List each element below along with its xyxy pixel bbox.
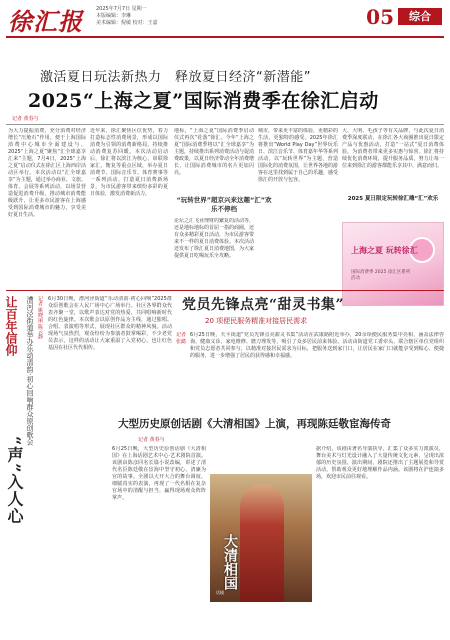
left-story-title-2: “声”入人心 [5,436,24,525]
mid-story-body: 6月25日晚，天平街道“党员先锋点亮甜灵书集”活动在武康路附近举办，20余项便民服务集中亮相，涵盖法律咨询、健康义诊、家电维修、磨刀理发等，吸引了众多居民前来体验。活动由街道党工委牵头，联合辖区单位党组织和党员志愿者共同参与，以精准对接居民需求为目标，把服务送到家门口，让居民在家门口就能享受到贴心、便捷的服务，进一步增强了居民的获得感和幸福感。 [190,332,444,359]
lead-headline: 2025“上海之夏”国际消费季在徐汇启动 [28,90,379,112]
page-number: 05 [366,5,394,29]
lead-column-4: 论坛之汇飞业理财的繁复的活动等，还是地标地标的首屈一指的商圈，还有众多精彩夏日活动，为市民游客带来不一样的夏日消费体验。本次活动还发布了徐汇夏日消费地图，为大家提供夏日吃喝玩乐全攻略。 [174,218,254,259]
event-poster [342,222,444,306]
masthead-info [96,6,158,27]
left-story-title: 让百年信仰 [4,296,18,356]
lead-box-title: 2025 夏日限定玩转徐汇嗨“汇”欢乐 [347,196,439,202]
left-story-subtitle: 漕河泾街道举办乐动清韵·初心回响群众原创歌会 [26,296,34,446]
drama-poster-figure [240,484,284,602]
drama-story-byline: 记者 黄春与 [138,437,165,443]
section-tag: 综合 [398,8,442,25]
masthead-rule [6,36,444,38]
design-line: 美术编辑：倪敏 校对：王嘉 [96,20,158,26]
lead-column-5: 城市，带来更丰富的体验，更精彩的生活，更独特的感受。2025年徐汇将推出“World Play Day”世界玩乐日、滨江音乐节、体育嘉年华等系列活动，以“玩转世界”为主题，营造国际化的消费氛围，让世界各地的游客在这里找到属于自己的乐趣，感受徐汇的开放与包容。 [258,128,338,183]
lead-column-6: 大、大明、毛孩子等有关品牌，与此次夏日消费季深度联动，在徐汇各大商圈推出夏日限定产品与优惠活动，打造“一站式”夏日消费体验，为消费者带来更多实惠与惊喜。徐汇将持续优化消费环境，提升服务品质，努力让每一位来到徐汇的游客都能乐享其中、满意而归。 [342,128,444,169]
poster-subtitle: 国际消费季 2025 徐汇区系列活动 [351,270,411,281]
left-story-byline: 记者 姚晓丽 陈云静 [37,296,43,340]
drama-poster-image [210,474,312,602]
drama-poster-title: 大清相国 [222,534,238,590]
drama-story-body: 6月25日晚，大型历史原创话剧《大清相国》在上海话剧艺术中心·艺术剧院首演。该剧由陈彦同名长篇小说改编，讲述了清代名臣陈廷敬在宦海中坚守初心、清廉为官的故事。全剧以大开大合的舞台调度、细腻真实的表演，再现了一代名相在复杂官场中的清醒与担当，赢得现场观众阵阵掌声。 [112,446,206,501]
drama-poster-credit: 话剧 [216,590,224,595]
lead-byline: 记者 黄春与 [12,116,39,122]
lead-subhead: “玩转世界”超京兴来这趣“汇”欢乐不停档 [176,196,272,213]
mid-story-byline: 记者 张懿 [176,332,186,345]
lead-rule [6,124,444,125]
newspaper-logo: 徐汇报 [8,7,83,36]
lead-column-1: 为大力提振消费，充分消费对经济增长“压舱石”作用，便于上海国际消费中心城市全面建设与，2025“上海之夏”聚焦“汇全球嘉享汇来”主题，7月4日，2025“上海之夏”启动仪式在徐汇区上海西岸活动区举行。本次活动以“汇全球嘉享”为主题，通过举办商业、文旅、体育、会展等系列活动，以场景营造促进消费升级，推动城市消费能级跃升，让更多市民游客在上海感受到国际消费城市的魅力，享受美好夏日生活。 [8,128,86,218]
poster-title: 上海之夏 玩转徐汇 [351,246,418,255]
date-line: 2025年7月7日 星期一 [96,6,147,12]
left-story-body: 6月30日晚，漕河泾街道“乐动清韵·初心回响”2025群众原创歌会在人民广场中心广场举行。社区各界群众代表齐聚一堂，以歌声表达对党的热爱，共同唱响新时代的红色旋律。本次歌会以原创作品为主线，通过独唱、合唱、表演唱等形式，展现社区群众的精神风貌。活动现场气氛热烈，观众纷纷为参演者鼓掌喝彩，不少老党员表示，这样的活动让大家重温了入党初心，也让红色基因在社区代代相传。 [48,296,172,351]
lead-column-2: 近年来，徐汇聚焦区位优势，着力打造标志性消费场景，形成以国际消费为引领的消费新格局，持续推动消费复苏回暖。本次活动启动后，徐汇将以滨江为核心，串联徐家汇、衡复等重点区域，举办夏日消费节、国际音乐节、体育赛事等一系列活动，打造夏日消费新场景，为市民游客带来缤纷多彩的夏日体验，激发消费新活力。 [90,128,168,197]
mid-story-subline: 20 项便民服务精准对接居民需求 [205,317,308,325]
masthead [0,0,450,38]
editor-line: 本版编辑：李琳 [96,13,132,19]
mid-story-headline: 党员先锋点亮“甜灵书集” [182,297,345,313]
section-divider [6,290,444,291]
lead-column-3: 地标，“上海之夏”国际消费季启动仪式再次“花落”徐汇。今年“上海之夏”国际消费季将以“汇全球嘉享”为主题，持续推出系列消费活动与促消费政策，以夏日经济带动全年消费增长，让国际消费城市的名片更加闪亮。 [174,128,254,176]
drama-story-body-2: 据介绍，该剧由著名导演执导，汇集了众多实力派演员，舞台美术与灯光设计融入了大量传统文化元素，呈现出浓郁的历史氛围。演出期间，剧院还推出了主题展览和导赏活动，帮助观众更好地理解作品内涵。该剧将在沪连演多场，欢迎市民前往观看。 [316,446,444,480]
lead-kicker: 激活夏日玩法新热力 释放夏日经济“新潜能” [40,70,311,85]
drama-story-headline: 大型历史原创话剧《大清相国》上演，再现陈廷敬宦海传奇 [118,418,391,430]
